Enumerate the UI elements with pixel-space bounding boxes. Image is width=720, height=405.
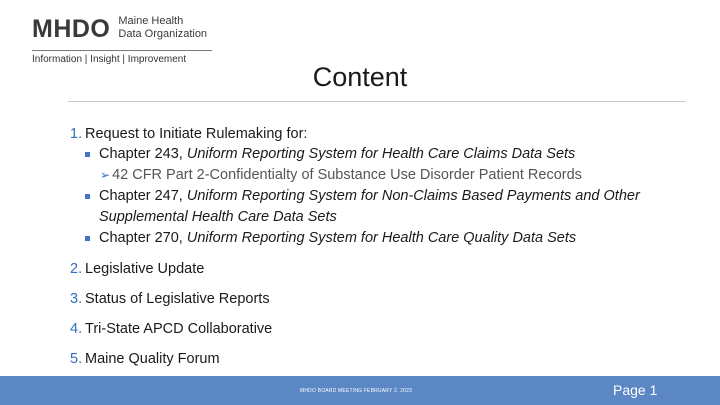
slide-title: Content: [312, 62, 408, 92]
square-bullet-icon: [85, 236, 90, 241]
item-label: Tri-State APCD Collaborative: [85, 321, 273, 337]
chapter-number: Chapter 243,: [99, 146, 187, 162]
sub-sub-item-42-cfr: [100, 165, 690, 186]
square-bullet-icon: [85, 152, 90, 157]
sub-item-chapter-270: [85, 228, 690, 249]
chapter-number: Chapter 247,: [99, 188, 187, 204]
chapter-title: Uniform Reporting System for Non-Claims Based Payments and Other Supplemental Health Care Data Sets: [99, 188, 640, 225]
chapter-title: Uniform Reporting System for Health Care Quality Data Sets: [186, 230, 577, 246]
item-label: Legislative Update: [85, 261, 205, 277]
sub-item-text: [99, 186, 674, 228]
item-number: 3.: [70, 291, 83, 307]
item-label: Status of Legislative Reports: [85, 291, 270, 307]
item-number: 5.: [70, 351, 83, 367]
sub-item-chapter-247: [85, 186, 690, 228]
logo-organization-name: [118, 15, 207, 41]
item-label: Maine Quality Forum: [85, 351, 220, 367]
chapter-number: Chapter 270,: [99, 230, 187, 246]
footer-bar: [0, 376, 720, 405]
logo-name-line1: Maine Health: [118, 15, 184, 27]
agenda-item-2: [70, 259, 690, 279]
chapter-title: Uniform Reporting System for Health Care Claims Data Sets: [186, 146, 576, 162]
item-number: 2.: [70, 261, 83, 277]
square-bullet-icon: [85, 194, 90, 199]
agenda-item-1: [70, 124, 690, 144]
item-label: Request to Initiate Rulemaking for:: [85, 126, 308, 142]
logo-name-line2: Data Organization: [118, 28, 208, 40]
mhdo-logo: [32, 12, 232, 65]
item-number: 1.: [70, 126, 83, 142]
logo-divider: [32, 50, 212, 51]
arrow-bullet-icon: ➢: [100, 168, 111, 182]
title-divider: [68, 101, 686, 102]
agenda-item-4: [70, 319, 690, 339]
footer-meeting-note: MHDO BOARD MEETING FEBRUARY 2, 2023: [300, 388, 413, 394]
logo-mark: MHDO: [32, 15, 111, 43]
logo-tagline: Information | Insight | Improvement: [32, 54, 187, 65]
logo-top: [32, 12, 232, 46]
sub-item-chapter-243: [85, 144, 690, 165]
item-number: 4.: [70, 321, 83, 337]
sub-sub-item-text: 42 CFR Part 2-Confidentialty of Substance Use Disorder Patient Records: [112, 167, 582, 183]
page-number: Page 1: [613, 382, 658, 398]
sub-item-text: [99, 228, 674, 249]
agenda-list: [70, 124, 690, 369]
sub-item-text: [99, 144, 674, 165]
agenda-item-5: [70, 349, 690, 369]
agenda-item-3: [70, 289, 690, 309]
